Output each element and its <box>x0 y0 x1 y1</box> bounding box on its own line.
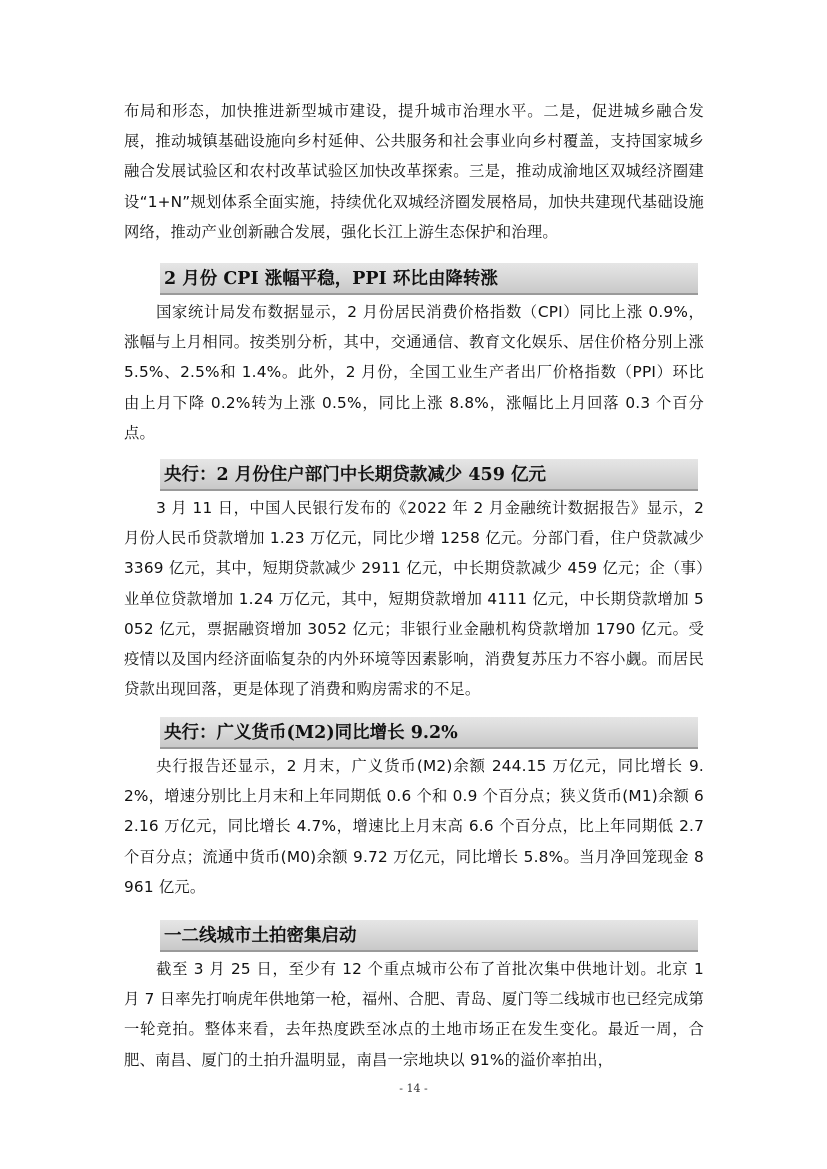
page-number: - 14 - <box>399 1082 428 1095</box>
section-heading: 央行：2 月份住户部门中长期贷款减少 459 亿元 <box>164 465 546 485</box>
section-body: 央行报告还显示，2 月末，广义货币(M2)余额 244.15 万亿元，同比增长 9.2%，增速分别比上月末和上年同期低 0.6 个和 0.9 个百分点；狭义货币(M1)余额 62.16 万亿元，同比增长 4.7%，增速比上月末高 6.6 个百分点，比上年同期低 2.7 个百分点；流通中货币(M0)余额 9.72 万亿元，同比增长 5.8%。当月净回笼现金 8961 亿元。 <box>124 757 704 896</box>
section-body: 截至 3 月 25 日，至少有 12 个重点城市公布了首批次集中供地计划。北京 1 月 7 日率先打响虎年供地第一枪，福州、合肥、青岛、厦门等二线城市也已经完成第一轮竞拍。整体来看，去年热度跌至冰点的土地市场正在发生变化。最近一周，合肥、南昌、厦门的土拍升温明显，南昌一宗地块以 91%的溢价率拍出， <box>124 960 704 1069</box>
section-heading: 央行：广义货币(M2)同比增长 9.2% <box>164 723 458 743</box>
section-heading-band <box>160 263 698 295</box>
section-m2 <box>124 717 704 902</box>
section-body: 3 月 11 日，中国人民银行发布的《2022 年 2 月金融统计数据报告》显示，2 月份人民币贷款增加 1.23 万亿元，同比少增 1258 亿元。分部门看，住户贷款减少 3369 亿元，其中，短期贷款减少 2911 亿元，中长期贷款减少 459 亿元；企（事）业单位贷款增加 1.24 万亿元，其中，短期贷款增加 4111 亿元，中长期贷款增加 5052 亿元，票据融资增加 3052 亿元；非银行业金融机构贷款增加 1790 亿元。受疫情以及国内经济面临复杂的内外环境等因素影响，消费复苏压力不容小觑。而居民贷款出现回落，更是体现了消费和购房需求的不足。 <box>124 499 704 699</box>
section-household-loans <box>124 459 704 704</box>
section-heading: 一二线城市土拍密集启动 <box>164 926 357 946</box>
section-land-auction <box>124 920 704 1075</box>
section-heading-band <box>160 459 698 491</box>
section-cpi-ppi <box>124 263 704 448</box>
section-heading: 2 月份 CPI 涨幅平稳，PPI 环比由降转涨 <box>164 269 498 289</box>
section-heading-band <box>160 920 698 952</box>
section-heading-band <box>160 717 698 749</box>
section-body: 国家统计局发布数据显示，2 月份居民消费价格指数（CPI）同比上涨 0.9%，涨幅与上月相同。按类别分析，其中，交通通信、教育文化娱乐、居住价格分别上涨 5.5%、2.5%和 1.4%。此外，2 月份，全国工业生产者出厂价格指数（PPI）环比由上月下降 0.2%转为上涨 0.5%，同比上涨 8.8%，涨幅比上月回落 0.3 个百分点。 <box>124 303 704 442</box>
intro-paragraph: 布局和形态，加快推进新型城市建设，提升城市治理水平。二是，促进城乡融合发展，推动城镇基础设施向乡村延伸、公共服务和社会事业向乡村覆盖，支持国家城乡融合发展试验区和农村改革试验区加快改革探索。三是，推动成渝地区双城经济圈建设“1+N”规划体系全面实施，持续优化双城经济圈发展格局，加快共建现代基础设施网络，推动产业创新融合发展，强化长江上游生态保护和治理。 <box>124 102 704 241</box>
